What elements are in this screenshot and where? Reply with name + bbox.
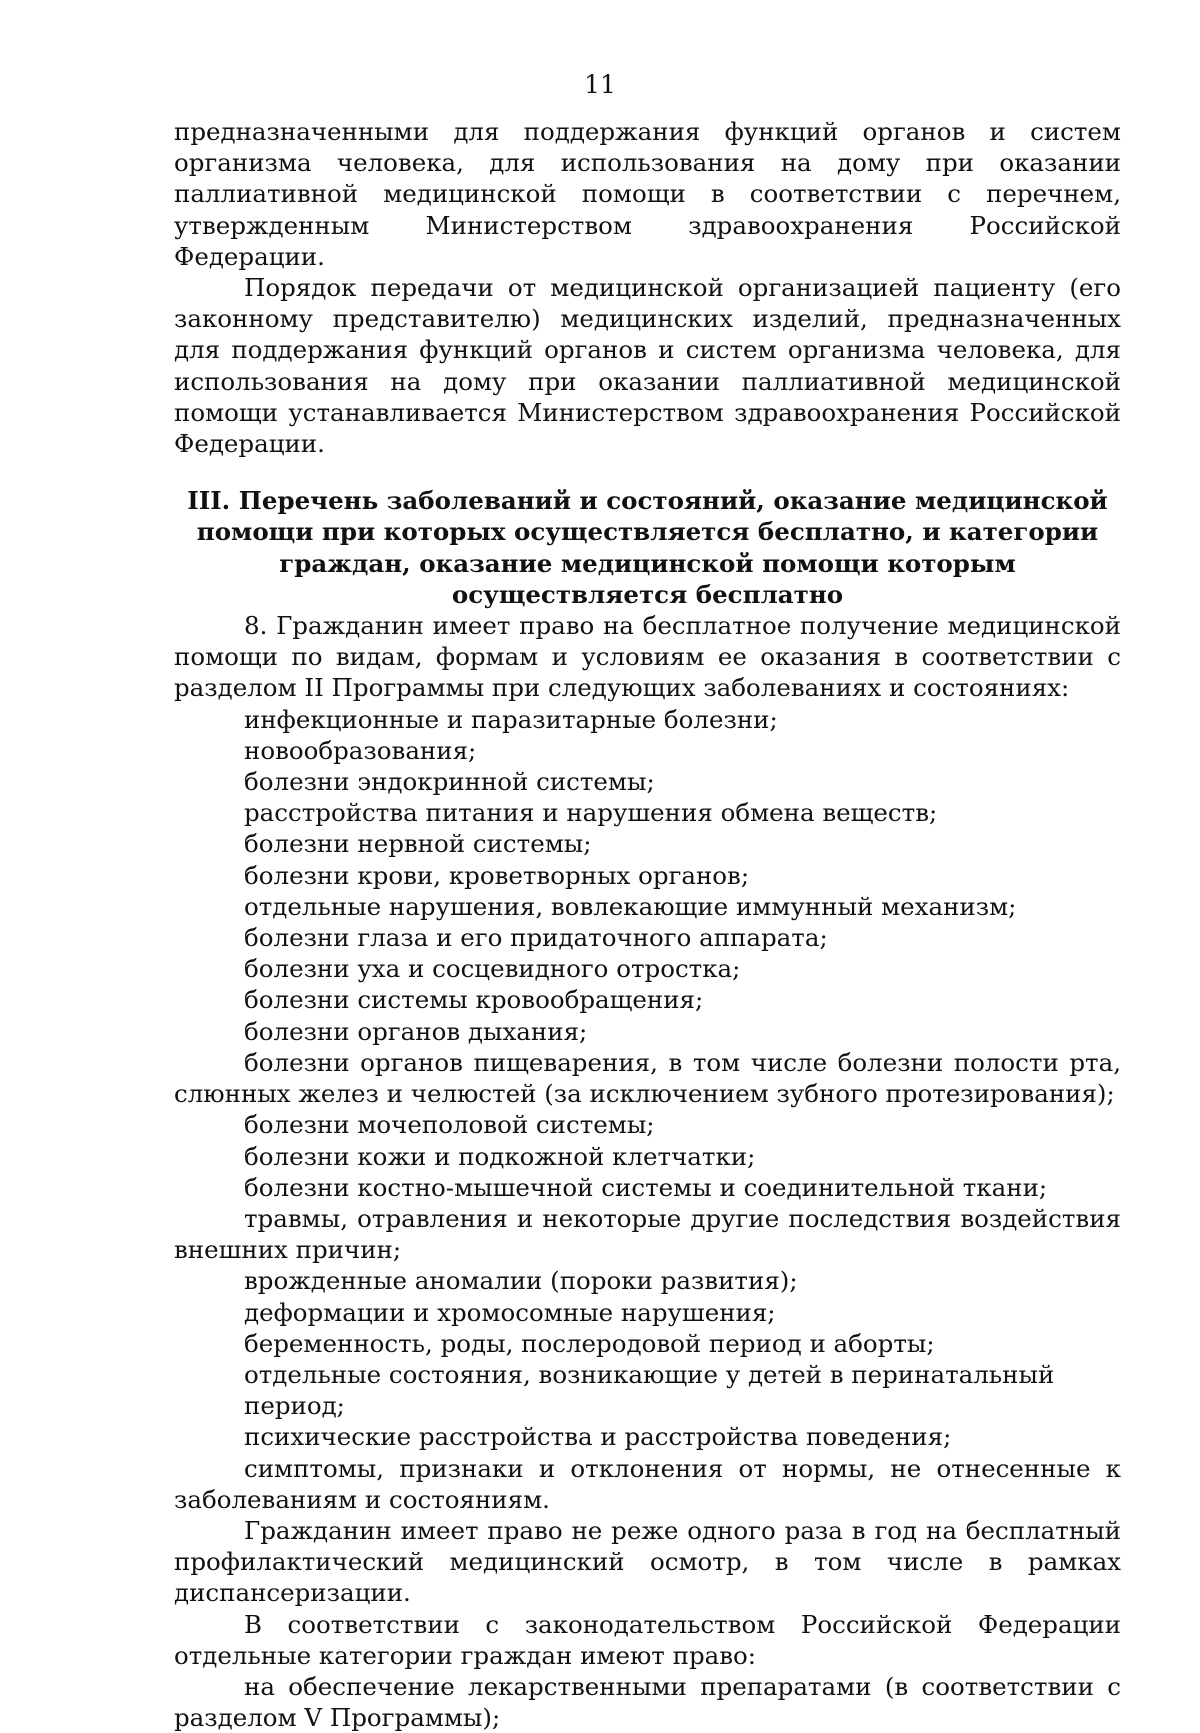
list-item: новообразования; (244, 735, 477, 765)
list-item: болезни глаза и его придаточного аппарата; (244, 923, 828, 953)
paragraph-8: 8. Гражданин имеет право на бесплатное получение медицинской помощи по видам, формам и условиям ее оказания в соответствии с разделом II Программы при следующих заболеваниях и состояниях: (174, 611, 1121, 703)
conditions-list (174, 704, 1121, 1515)
document-body (174, 116, 1121, 1733)
list-item: беременность, роды, послеродовой период и аборты; (244, 1328, 935, 1358)
list-item: инфекционные и паразитарные болезни; (244, 704, 778, 734)
list-item: болезни эндокринной системы; (244, 767, 655, 797)
list-item: болезни уха и сосцевидного отростка; (244, 954, 741, 984)
list-item: отдельные состояния, возникающие у детей в перинатальный период; (244, 1359, 1055, 1421)
list-item: болезни костно-мышечной системы и соединительной ткани; (244, 1172, 1048, 1202)
list-item: расстройства питания и нарушения обмена веществ; (244, 798, 938, 828)
paragraph-drugs: на обеспечение лекарственными препаратами (в соответствии с разделом V Программы); (174, 1671, 1121, 1733)
list-item: болезни крови, кроветворных органов; (244, 860, 750, 890)
paragraph-categories: В соответствии с законодательством Российской Федерации отдельные категории граждан имеют право: (174, 1609, 1121, 1670)
section-heading: III. Перечень заболеваний и состояний, оказание медицинской помощи при которых осуществляется бесплатно, и категории граждан, оказание медицинской помощи которым осуществляется бесплатно (187, 486, 1108, 609)
list-item: деформации и хромосомные нарушения; (244, 1297, 776, 1327)
list-item: болезни кожи и подкожной клетчатки; (244, 1141, 756, 1171)
list-item: болезни системы кровообращения; (244, 985, 704, 1015)
list-item: симптомы, признаки и отклонения от нормы, не отнесенные к заболеваниям и состояниям. (174, 1453, 1121, 1514)
paragraph-checkup: Гражданин имеет право не реже одного раза в год на бесплатный профилактический медицинский осмотр, в том числе в рамках диспансеризации. (174, 1515, 1121, 1608)
list-item: отдельные нарушения, вовлекающие иммунный механизм; (244, 891, 1017, 921)
paragraph-continuation: предназначенными для поддержания функций органов и систем организма человека, для использования на дому при оказании паллиативной медицинской помощи в соответствии с перечнем, утвержденным Министерством здравоохранения Российской Федерации. (174, 117, 1121, 271)
page-number: 11 (584, 70, 616, 99)
list-item: болезни органов пищеварения, в том числе болезни полости рта, слюнных желез и челюстей (за исключением зубного протезирования); (174, 1047, 1121, 1109)
list-item: болезни органов дыхания; (244, 1016, 588, 1046)
list-item: болезни нервной системы; (244, 829, 592, 859)
list-item: врожденные аномалии (пороки развития); (244, 1266, 798, 1296)
list-item: болезни мочеполовой системы; (244, 1110, 655, 1140)
list-item: травмы, отравления и некоторые другие последствия воздействия внешних причин; (174, 1203, 1121, 1265)
list-item: психические расстройства и расстройства поведения; (244, 1422, 952, 1452)
paragraph-transfer-order: Порядок передачи от медицинской организацией пациенту (его законному представителю) медицинских изделий, предназначенных для поддержания функций органов и систем организма человека, для использования на дому при оказании паллиативной медицинской помощи устанавливается Министерством здравоохранения Российской Федерации. (174, 273, 1121, 459)
